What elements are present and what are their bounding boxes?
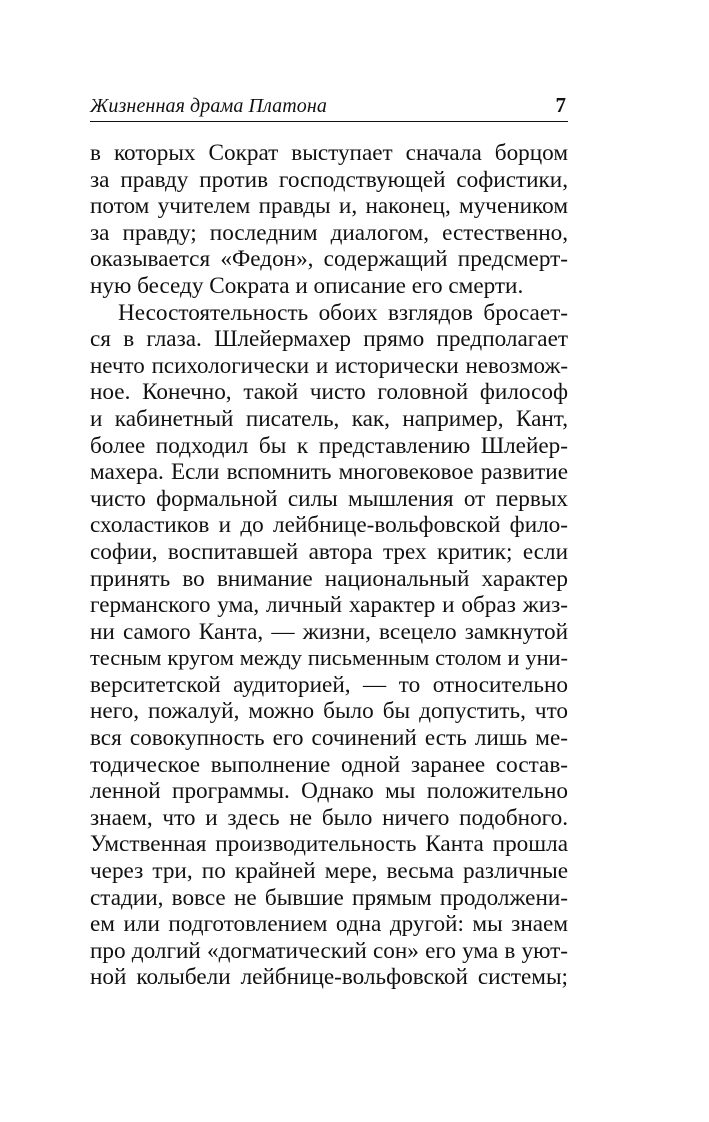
text-line: ся в глаза. Шлейермахер прямо предполагает — [90, 326, 568, 353]
text-line: в которых Сократ выступает сначала борцом — [90, 140, 568, 166]
text-line: ленной программы. Однако мы положительно — [90, 778, 568, 805]
text-line: ную беседу Сократа и описание его смерти. — [90, 272, 524, 299]
text-line: про долгий «догматический сон» его ума в уют- — [90, 937, 568, 964]
text-line: знаем, что и здесь не было ничего подобного. — [90, 804, 568, 831]
running-title: Жизненная драма Платона — [90, 95, 328, 117]
page-number: 7 — [555, 93, 566, 117]
body-text — [90, 140, 568, 991]
text-line: стадии, вовсе не бывшие прямым продолжени- — [90, 884, 568, 911]
text-line: тесным кругом между письменным столом и уни- — [90, 645, 568, 671]
text-line: оказывается «Федон», содержащий предсмерт- — [90, 246, 568, 273]
text-line: вся совокупность его сочинений есть лишь ме- — [90, 725, 568, 752]
text-line: чисто формальной силы мышления от первых — [90, 485, 568, 512]
text-line: махера. Если вспомнить многовековое развитие — [90, 459, 568, 486]
text-line: ем или подготовлением одна другой: мы знаем — [90, 911, 568, 938]
text-line: софии, воспитавшей автора трех критик; если — [90, 538, 568, 565]
text-line: ной колыбели лейбнице-вольфовской системы; — [90, 964, 568, 991]
text-line: верситетской аудиторией, — то относительно — [90, 671, 568, 698]
text-line: ное. Конечно, такой чисто головной философ — [90, 379, 568, 406]
text-line: ни самого Канта, — жизни, всецело замкнутой — [90, 618, 568, 645]
text-line: за правду против господствующей софистики, — [90, 166, 568, 193]
text-line: и кабинетный писатель, как, например, Кант, — [90, 405, 568, 432]
paragraph-first-line: Несостоятельность обоих взглядов бросает- — [118, 299, 568, 326]
text-line: через три, по крайней мере, весьма различные — [90, 858, 568, 885]
book-page — [90, 0, 568, 1122]
text-line: потом учителем правды и, наконец, мучеником — [90, 193, 568, 220]
text-line: нечто психологически и исторически невозмож- — [90, 352, 568, 378]
text-line: Умственная производительность Канта прошла — [90, 831, 568, 858]
text-line: более подходил бы к представлению Шлейер- — [90, 432, 568, 459]
text-line: германского ума, личный характер и образ жиз- — [90, 592, 568, 619]
text-line: за правду; последним диалогом, естественно, — [90, 219, 568, 246]
text-line: принять во внимание национальный характер — [90, 565, 568, 592]
text-line: него, пожалуй, можно было бы допустить, что — [90, 698, 568, 725]
running-head — [90, 92, 568, 122]
text-line: схоластиков и до лейбнице-вольфовской фило- — [90, 512, 568, 539]
text-line: тодическое выполнение одной заранее состав- — [90, 751, 568, 778]
